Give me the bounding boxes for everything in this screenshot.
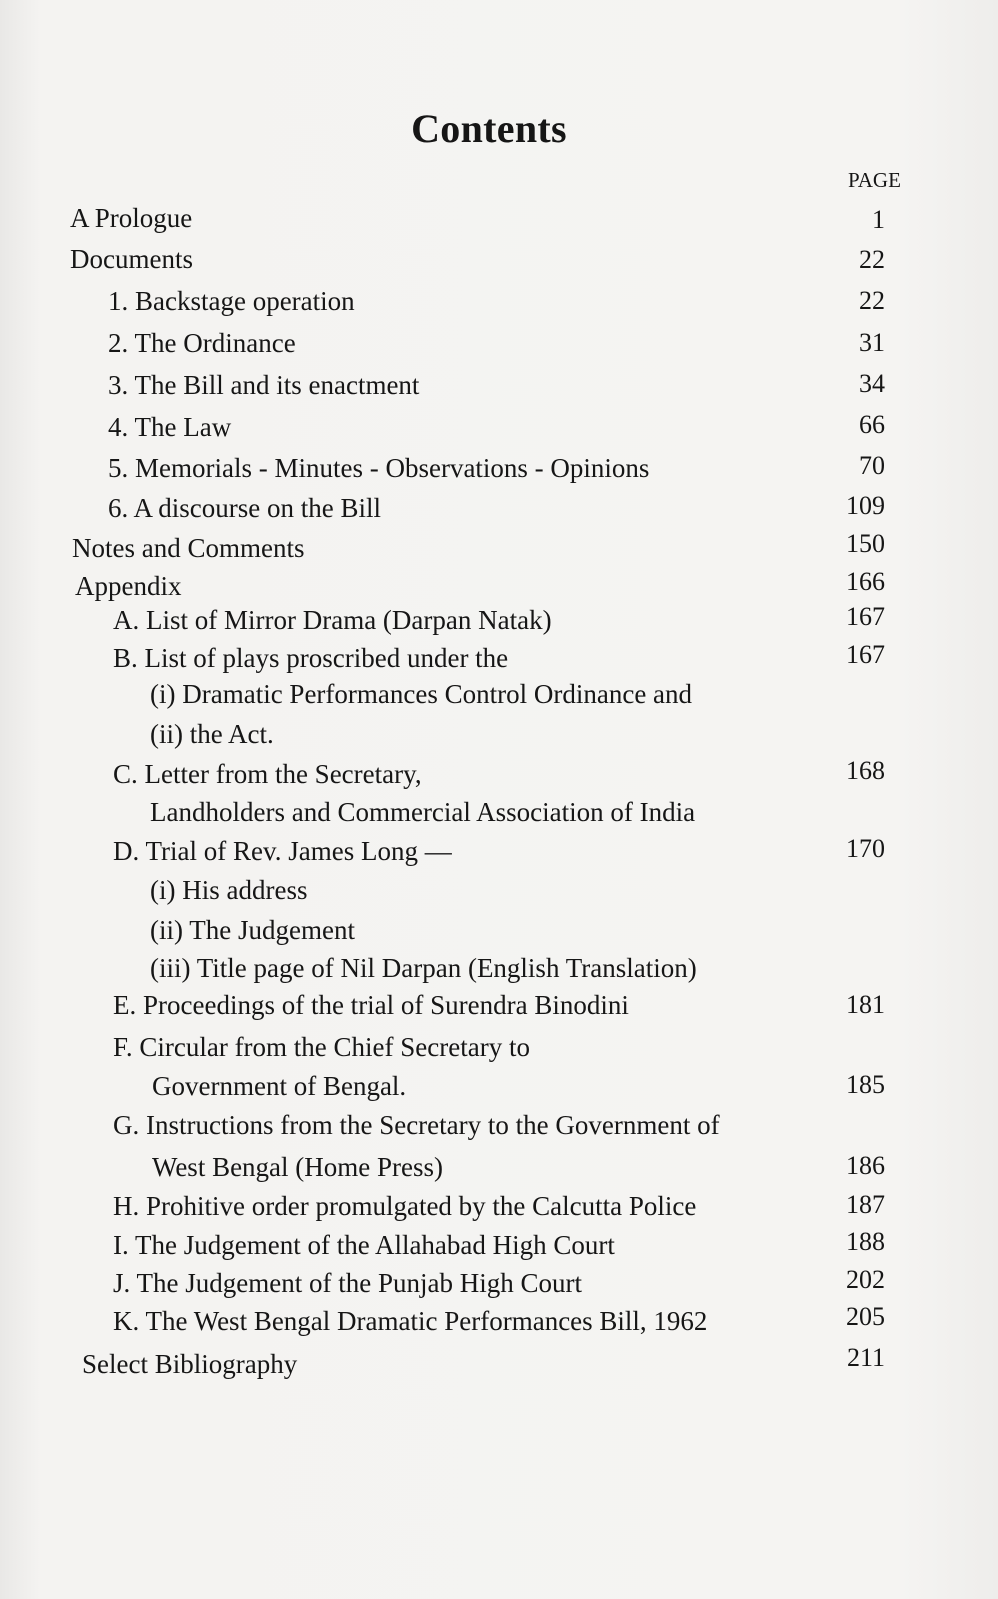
toc-entry: (ii) the Act. — [150, 719, 274, 749]
toc-entry: Documents — [70, 244, 193, 274]
toc-entry: 1. Backstage operation — [108, 286, 355, 316]
toc-page-number: 211 — [846, 1343, 885, 1372]
toc-page-number: 170 — [846, 834, 885, 863]
toc-entry: C. Letter from the Secretary, — [113, 759, 422, 789]
toc-page-number: 187 — [846, 1190, 885, 1219]
toc-page-number: 188 — [846, 1227, 885, 1256]
toc-entry: A. List of Mirror Drama (Darpan Natak) — [113, 605, 552, 635]
toc-page-number: 22 — [859, 245, 885, 274]
toc-entry: A Prologue — [70, 203, 193, 233]
toc-entry: J. The Judgement of the Punjab High Court — [113, 1268, 582, 1298]
toc-page-number: 150 — [846, 529, 885, 558]
toc-entry: 2. The Ordinance — [108, 328, 296, 358]
toc-entry: Select Bibliography — [82, 1349, 298, 1379]
toc-page-number: 205 — [846, 1302, 885, 1331]
toc-page-number: 185 — [846, 1070, 885, 1099]
toc-page-number: 186 — [846, 1151, 885, 1180]
toc-page-number: 109 — [846, 491, 885, 520]
toc-page-number: 181 — [846, 990, 885, 1019]
toc-entry: 3. The Bill and its enactment — [108, 370, 420, 400]
toc-page-number: 1 — [872, 205, 885, 234]
toc-entry: I. The Judgement of the Allahabad High Court — [113, 1230, 615, 1260]
toc-entry: Appendix — [75, 571, 182, 601]
toc-page-number: 70 — [859, 451, 885, 480]
toc-page-number: 166 — [846, 567, 885, 596]
toc-entry: K. The West Bengal Dramatic Performances Bill, 1962 — [113, 1306, 708, 1336]
toc-entry: (i) His address — [150, 875, 308, 905]
toc-entry: H. Prohitive order promulgated by the Calcutta Police — [113, 1191, 697, 1221]
page-title: Contents — [411, 106, 567, 151]
toc-page-number: 31 — [859, 328, 885, 357]
toc-page-number: 34 — [859, 369, 885, 398]
toc-entry: E. Proceedings of the trial of Surendra Binodini — [113, 990, 629, 1020]
toc-entry: F. Circular from the Chief Secretary to — [113, 1032, 530, 1062]
toc-entry: (i) Dramatic Performances Control Ordinance and — [150, 679, 693, 709]
toc-entry: D. Trial of Rev. James Long — — [113, 836, 452, 866]
toc-entry: B. List of plays proscribed under the — [113, 643, 509, 673]
toc-entry: 6. A discourse on the Bill — [108, 493, 381, 523]
page-column-header: PAGE — [848, 168, 901, 192]
toc-page-number: 168 — [846, 756, 885, 785]
toc-entry: (iii) Title page of Nil Darpan (English Translation) — [150, 953, 697, 983]
toc-page-number: 66 — [859, 410, 885, 439]
toc-entry: Notes and Comments — [72, 533, 305, 563]
toc-entry: Landholders and Commercial Association of India — [150, 797, 696, 827]
toc-entry: West Bengal (Home Press) — [152, 1152, 444, 1182]
toc-page-number: 22 — [859, 286, 885, 315]
toc-entry: G. Instructions from the Secretary to the Government of — [113, 1110, 720, 1140]
toc-entry: 5. Memorials - Minutes - Observations - Opinions — [108, 453, 650, 483]
toc-page-number: 167 — [846, 602, 885, 631]
toc-page-number: 167 — [846, 640, 885, 669]
toc-entry: (ii) The Judgement — [150, 915, 355, 945]
toc-entry: 4. The Law — [108, 412, 232, 442]
toc-entry: Government of Bengal. — [152, 1071, 407, 1101]
toc-page-number: 202 — [846, 1265, 885, 1294]
